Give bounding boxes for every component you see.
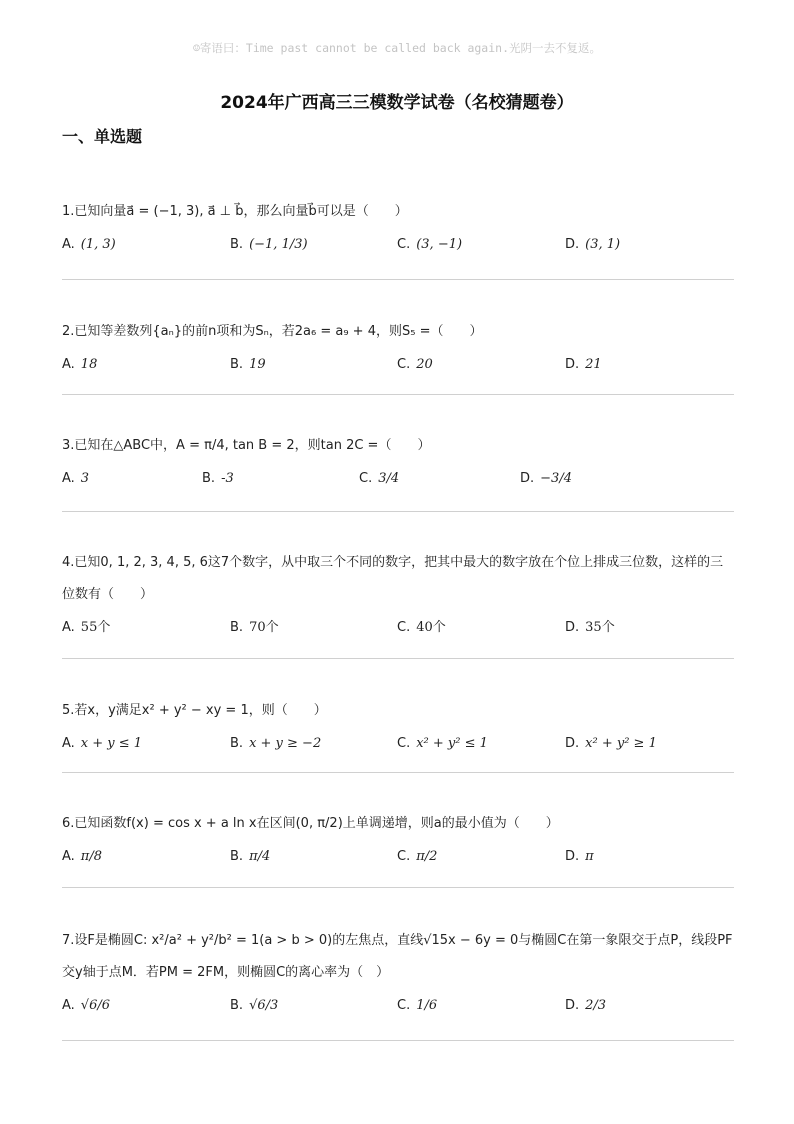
option-a[interactable]: A. (1, 3)	[62, 237, 116, 252]
divider	[62, 394, 734, 395]
options-row	[62, 464, 734, 494]
question-stem: 1.已知向量a⃗ = (−1, 3), a⃗ ⊥ b⃗，那么向量b⃗可以是（ ）	[62, 204, 408, 219]
option-b[interactable]: B. π/4	[230, 849, 271, 864]
option-d[interactable]: D. π	[565, 849, 594, 864]
option-a[interactable]: A. 18	[62, 357, 98, 372]
option-b[interactable]: B. √6/3	[230, 998, 279, 1013]
question-6	[62, 808, 734, 872]
options-row	[62, 230, 734, 260]
divider	[62, 887, 734, 888]
option-b[interactable]: B. -3	[202, 471, 234, 486]
option-b[interactable]: B. (−1, 1/3)	[230, 237, 308, 252]
option-a[interactable]: A. √6/6	[62, 998, 111, 1013]
question-4	[62, 547, 734, 643]
option-d[interactable]: D. 21	[565, 357, 602, 372]
option-c[interactable]: C. π/2	[397, 849, 438, 864]
options-row	[62, 613, 734, 643]
options-row	[62, 350, 734, 380]
question-stem: 6.已知函数f(x) = cos x + a ln x在区间(0, π/2)上单调递增，则a的最小值为（ ）	[62, 816, 559, 831]
page-title: 2024年广西高三三模数学试卷（名校猜题卷）	[220, 93, 574, 113]
question-stem: 2.已知等差数列{aₙ}的前n项和为Sₙ，若2a₆ = a₉ + 4，则S₅ =（ ）	[62, 324, 483, 339]
watermark: ☺寄语曰：Time past cannot be called back again.光阴一去不复返。	[192, 41, 602, 55]
option-b[interactable]: B. x + y ≥ −2	[230, 736, 322, 751]
divider	[62, 658, 734, 659]
divider	[62, 511, 734, 512]
option-b[interactable]: B. 70个	[230, 620, 279, 635]
section-heading: 一、单选题	[62, 127, 143, 146]
option-d[interactable]: D. −3/4	[520, 471, 572, 486]
option-c[interactable]: C. (3, −1)	[397, 237, 463, 252]
option-a[interactable]: A. x + y ≤ 1	[62, 736, 143, 751]
option-c[interactable]: C. 40个	[397, 620, 446, 635]
question-3	[62, 430, 734, 494]
question-stem: 3.已知在△ABC中，A = π/4, tan B = 2，则tan 2C =（ ）	[62, 438, 431, 453]
options-row	[62, 842, 734, 872]
option-a[interactable]: A. 3	[62, 471, 90, 486]
question-stem: 4.已知0, 1, 2, 3, 4, 5, 6这7个数字，从中取三个不同的数字，把其中最大的数字放在个位上排成三位数，这样的三位数有（ ）	[62, 555, 724, 602]
option-b[interactable]: B. 19	[230, 357, 266, 372]
option-a[interactable]: A. π/8	[62, 849, 102, 864]
options-row	[62, 729, 734, 759]
question-1	[62, 196, 734, 260]
option-d[interactable]: D. (3, 1)	[565, 237, 621, 252]
question-2	[62, 316, 734, 380]
option-c[interactable]: C. 1/6	[397, 998, 438, 1013]
divider	[62, 1040, 734, 1041]
option-c[interactable]: C. 20	[397, 357, 433, 372]
option-c[interactable]: C. x² + y² ≤ 1	[397, 736, 488, 751]
options-row	[62, 991, 734, 1021]
option-d[interactable]: D. 35个	[565, 620, 615, 635]
divider	[62, 279, 734, 280]
option-d[interactable]: D. x² + y² ≥ 1	[565, 736, 657, 751]
divider	[62, 772, 734, 773]
option-d[interactable]: D. 2/3	[565, 998, 607, 1013]
question-7	[62, 925, 734, 1021]
question-stem: 5.若x，y满足x² + y² − xy = 1，则（ ）	[62, 703, 327, 718]
option-a[interactable]: A. 55个	[62, 620, 111, 635]
option-c[interactable]: C. 3/4	[359, 471, 400, 486]
question-5	[62, 695, 734, 759]
question-stem: 7.设F是椭圆C: x²/a² + y²/b² = 1(a > b > 0)的左焦点，直线√15x − 6y = 0与椭圆C在第一象限交于点P，线段PF交y轴于点M．若PM = 2FM，则椭圆C的离心率为（ ）	[62, 933, 733, 980]
